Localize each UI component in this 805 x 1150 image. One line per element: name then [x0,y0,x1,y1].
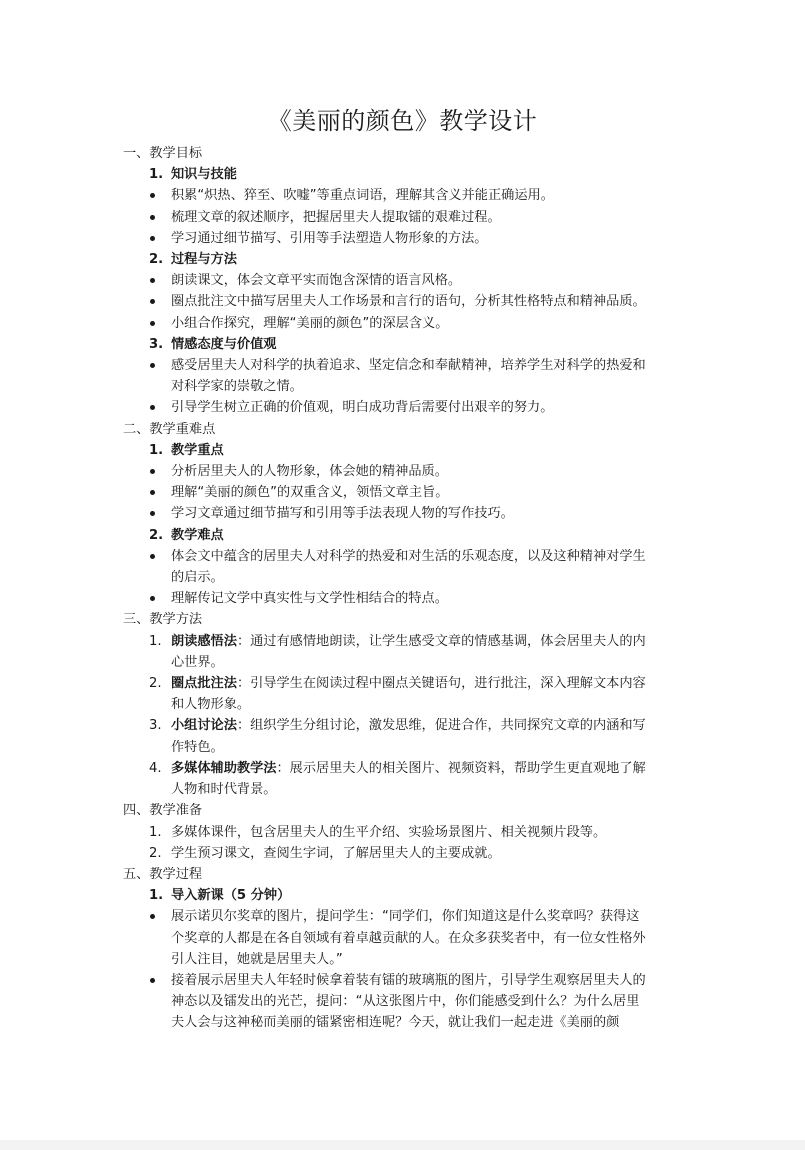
bullet-item [123,207,693,228]
bullet-text: 学习文章通过细节描写和引用等手法表现人物的写作技巧。 [171,506,514,522]
bullet-item [123,546,693,588]
bullet-text-line: 感受居里夫人对科学的执着追求、坚定信念和奉献精神，培养学生对科学的热爱和 [171,358,646,374]
bullet-text: 梳理文章的叙述顺序，把握居里夫人提取镭的艰难过程。 [171,209,501,225]
subheading-label: 过程与方法 [171,252,237,268]
bullet-item [123,355,693,397]
section-heading-methods: 三、教学方法 [123,612,203,628]
bullet-icon [150,363,155,368]
bullet-text-line: 引人注目，她就是居里夫人。” [171,951,343,967]
bullet-text-line: 接着展示居里夫人年轻时候拿着装有镭的玻璃瓶的图片，引导学生观察居里夫人的 [171,972,646,988]
bullet-item [123,270,693,291]
list-number: 2. [149,845,162,861]
bullet-text-line: 展示诺贝尔奖章的图片，提问学生：“同学们，你们知道这是什么奖章吗？获得这 [171,909,640,925]
bullet-text: 理解“美丽的颜色”的双重含义，领悟文章主旨。 [171,485,449,501]
method-desc: ：组织学生分组讨论，激发思维，促进合作，共同探究文章的内涵和写 [236,718,646,734]
section-heading-objectives: 一、教学目标 [123,146,203,161]
bullet-icon [150,278,155,283]
list-number: 1. [149,442,164,458]
bullet-text: 积累“炽热、猝至、吹嘘”等重点词语，理解其含义并能正确运用。 [171,188,554,204]
bullet-text-line: 对科学家的崇敬之情。 [171,379,303,395]
subheading-label: 教学难点 [171,527,224,543]
bullet-icon [150,215,155,220]
method-desc-line: 和人物形象。 [171,697,251,713]
method-term: 圈点批注法 [171,676,237,692]
section-heading-preparation: 四、教学准备 [123,803,203,819]
numbered-item [123,843,693,864]
list-number: 1. [149,824,162,840]
list-number: 1. [149,633,162,649]
bullet-text: 分析居里夫人的人物形象，体会她的精神品质。 [171,464,448,480]
bullet-item [123,228,693,249]
method-desc: ：通过有感情地朗读，让学生感受文章的情感基调，体会居里夫人的内 [236,633,646,649]
subheading-label: 知识与技能 [171,167,237,183]
bullet-item [123,313,693,334]
bullet-item [123,906,693,970]
numbered-item [123,822,693,843]
subheading [123,440,693,461]
bullet-text: 理解传记文学中真实性与文学性相结合的特点。 [171,591,448,607]
list-number: 3. [149,336,164,352]
bullet-icon [150,405,155,410]
item-text: 多媒体课件，包含居里夫人的生平介绍、实验场景图片、相关视频片段等。 [171,824,607,840]
bullet-item [123,291,693,312]
numbered-item [123,673,693,715]
list-number: 4. [149,760,162,776]
method-desc: ：引导学生在阅读过程中圈点关键语句，进行批注，深入理解文本内容 [236,676,646,692]
bullet-icon [150,490,155,495]
bullet-item [123,461,693,482]
subheading-label: 情感态度与价值观 [171,336,277,352]
bullet-icon [150,469,155,474]
bullet-text: 朗读课文，体会文章平实而饱含深情的语言风格。 [171,273,462,289]
bullet-text-line: 体会文中蕴含的居里夫人对科学的热爱和对生活的乐观态度，以及这种精神对学生 [171,548,646,564]
bullet-item [123,397,693,418]
list-number: 3. [149,718,162,734]
method-term: 多媒体辅助教学法 [171,760,277,776]
document-title: 《美丽的颜色》教学设计 [267,107,538,135]
bullet-item [123,482,693,503]
bullet-icon [150,554,155,559]
bullet-icon [150,978,155,983]
method-desc: ：展示居里夫人的相关图片、视频资料，帮助学生更直观地了解 [276,760,646,776]
bullet-item [123,185,693,206]
subheading-label: 导入新课（5 分钟） [171,888,291,904]
list-number: 2. [149,527,164,543]
document-body [123,143,693,1034]
subheading [123,525,693,546]
bullet-icon [150,299,155,304]
subheading [123,334,693,355]
method-term: 小组讨论法 [171,718,237,734]
list-number: 2. [149,676,162,692]
numbered-item [123,715,693,757]
bullet-text-line: 夫人会与这神秘而美丽的镭紧密相连呢？今天，就让我们一起走进《美丽的颜 [171,1015,620,1031]
list-number: 2. [149,252,164,268]
bullet-text: 小组合作探究，理解“美丽的颜色”的深层含义。 [171,315,449,331]
bullet-icon [150,193,155,198]
bullet-text: 圈点批注文中描写居里夫人工作场景和言行的语句，分析其性格特点和精神品质。 [171,294,646,310]
bullet-item [123,970,693,1034]
list-number: 1. [149,167,164,183]
bullet-text-line: 的启示。 [171,570,224,586]
bullet-text-line: 个奖章的人都是在各自领域有着卓越贡献的人。在众多获奖者中，有一位女性格外 [171,930,646,946]
bullet-icon [150,596,155,601]
bullet-item [123,503,693,524]
section-heading-process: 五、教学过程 [123,866,203,882]
method-desc-line: 人物和时代背景。 [171,782,277,798]
bullet-text: 学习通过细节描写、引用等手法塑造人物形象的方法。 [171,230,488,246]
bullet-icon [150,236,155,241]
subheading-label: 教学重点 [171,442,224,458]
numbered-item [123,758,693,800]
numbered-item [123,631,693,673]
subheading [123,249,693,270]
list-number: 1. [149,888,164,904]
subheading [123,885,693,906]
bullet-icon [150,914,155,919]
section-heading-key-points: 二、教学重难点 [123,421,216,437]
method-term: 朗读感悟法 [171,633,237,649]
bullet-text: 引导学生树立正确的价值观，明白成功背后需要付出艰辛的努力。 [171,400,554,416]
bullet-item [123,588,693,609]
bullet-icon [150,321,155,326]
bullet-icon [150,511,155,516]
method-desc-line: 心世界。 [171,654,224,670]
method-desc-line: 作特色。 [171,739,224,755]
bullet-text-line: 神态以及镭发出的光芒，提问：“从这张图片中，你们能感受到什么？为什么居里 [171,994,640,1010]
item-text: 学生预习课文，查阅生字词，了解居里夫人的主要成就。 [171,845,501,861]
subheading [123,164,693,185]
